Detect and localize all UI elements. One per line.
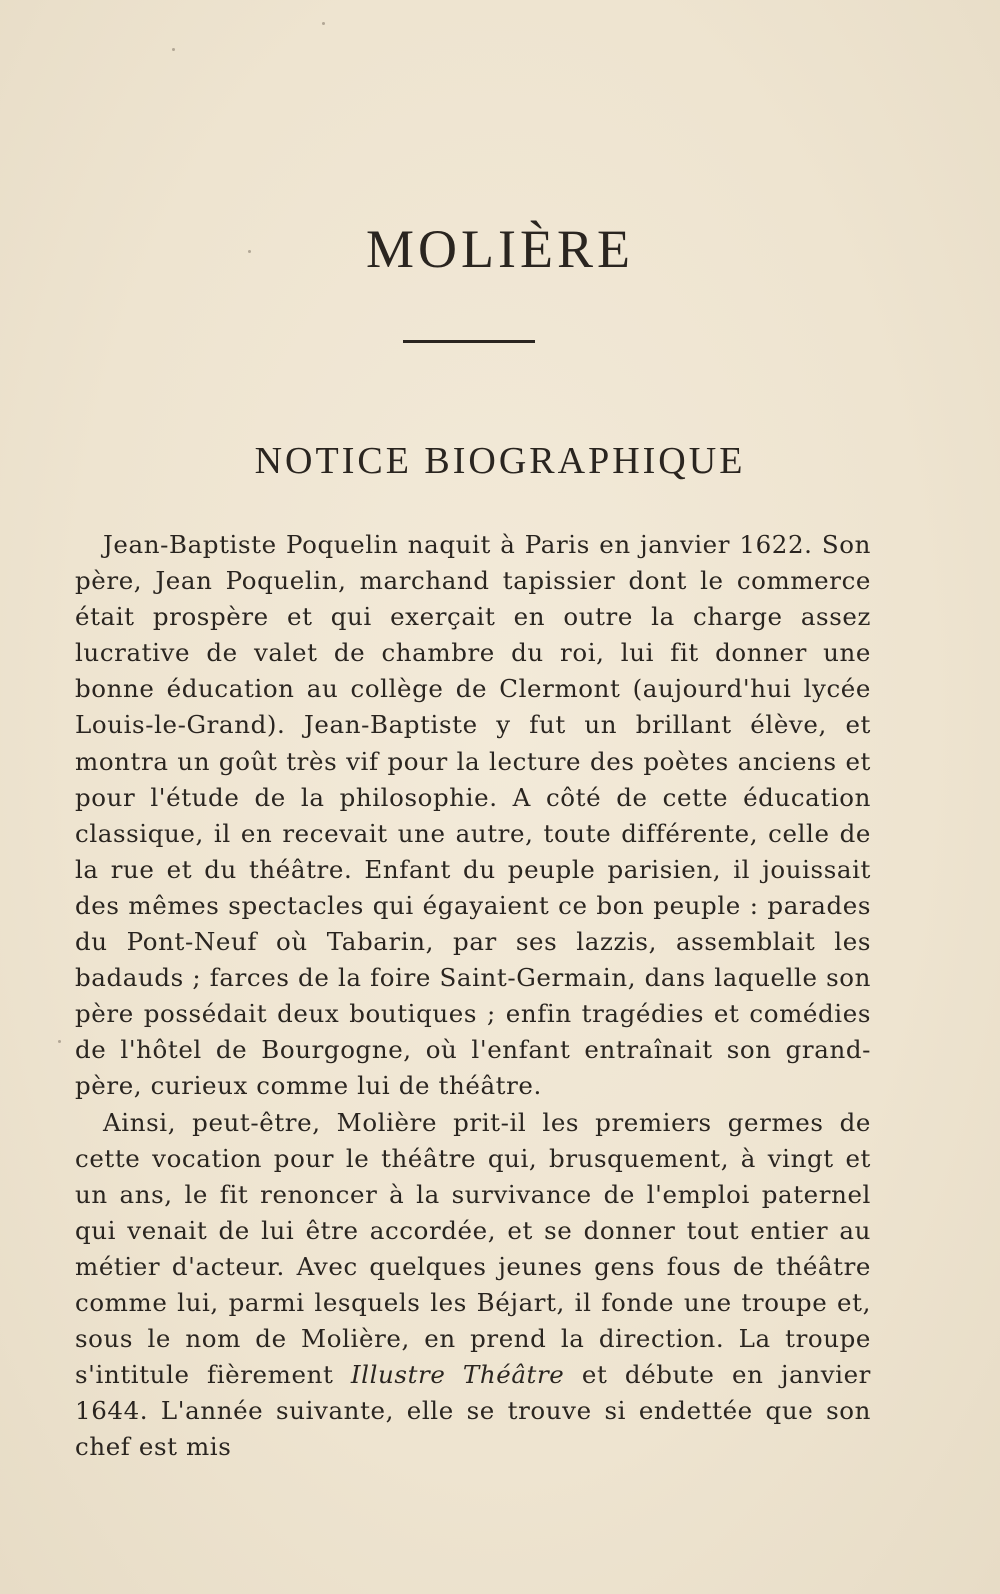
paragraph-1: Jean-Baptiste Poquelin naquit à Paris en janvier 1622. Son père, Jean Poquelin, marchand tapissier dont le commerce était prospère et qui exerçait en outre la charge assez lucrative de valet de chambre du roi, lui fit donner une bonne éducation au collège de Clermont (aujourd'hui lycée Louis-le-Grand). Jean-Baptiste y fut un brillant élève, et montra un goût très vif pour la lecture des poètes anciens et pour l'étude de la philosophie. A côté de cette éducation classique, il en recevait une autre, toute différente, celle de la rue et du théâtre. Enfant du peuple parisien, il jouissait des mêmes spectacles qui égayaient ce bon peuple : parades du Pont-Neuf où Tabarin, par ses lazzis, assemblait les badauds ; farces de la foire Saint-Germain, dans laquelle son père possédait deux boutiques ; enfin tragédies et comédies de l'hôtel de Bourgogne, où l'enfant entraînait son grand-père, curieux comme lui de théâtre.	[75, 530, 871, 1101]
section-heading: NOTICE BIOGRAPHIQUE	[254, 440, 746, 482]
paper-speck	[172, 48, 175, 51]
paragraph-2-end: et débute en janvier 1644. L'année suivante, elle se trouve si endettée que son chef est mis	[75, 1360, 871, 1462]
body-text	[75, 527, 871, 1465]
italic-title: Illustre Théâtre	[350, 1360, 565, 1390]
paper-speck	[248, 250, 251, 253]
paper-speck	[322, 22, 325, 25]
title-divider	[403, 340, 535, 343]
paragraph-2	[75, 1105, 871, 1466]
paragraph-2-start: Ainsi, peut-être, Molière prit-il les premiers germes de cette vocation pour le théâtre qui, brusquement, à vingt et un ans, le fit renoncer à la survivance de l'emploi paternel qui venait de lui être accordée, et se donner tout entier au métier d'acteur. Avec quelques jeunes gens fous de théâtre comme lui, parmi lesquels les Béjart, il fonde une troupe et, sous le nom de Molière, en prend la direction. La troupe s'intitule fièrement	[75, 1107, 871, 1390]
page-title: MOLIÈRE	[366, 219, 634, 279]
paper-speck	[58, 1040, 61, 1043]
